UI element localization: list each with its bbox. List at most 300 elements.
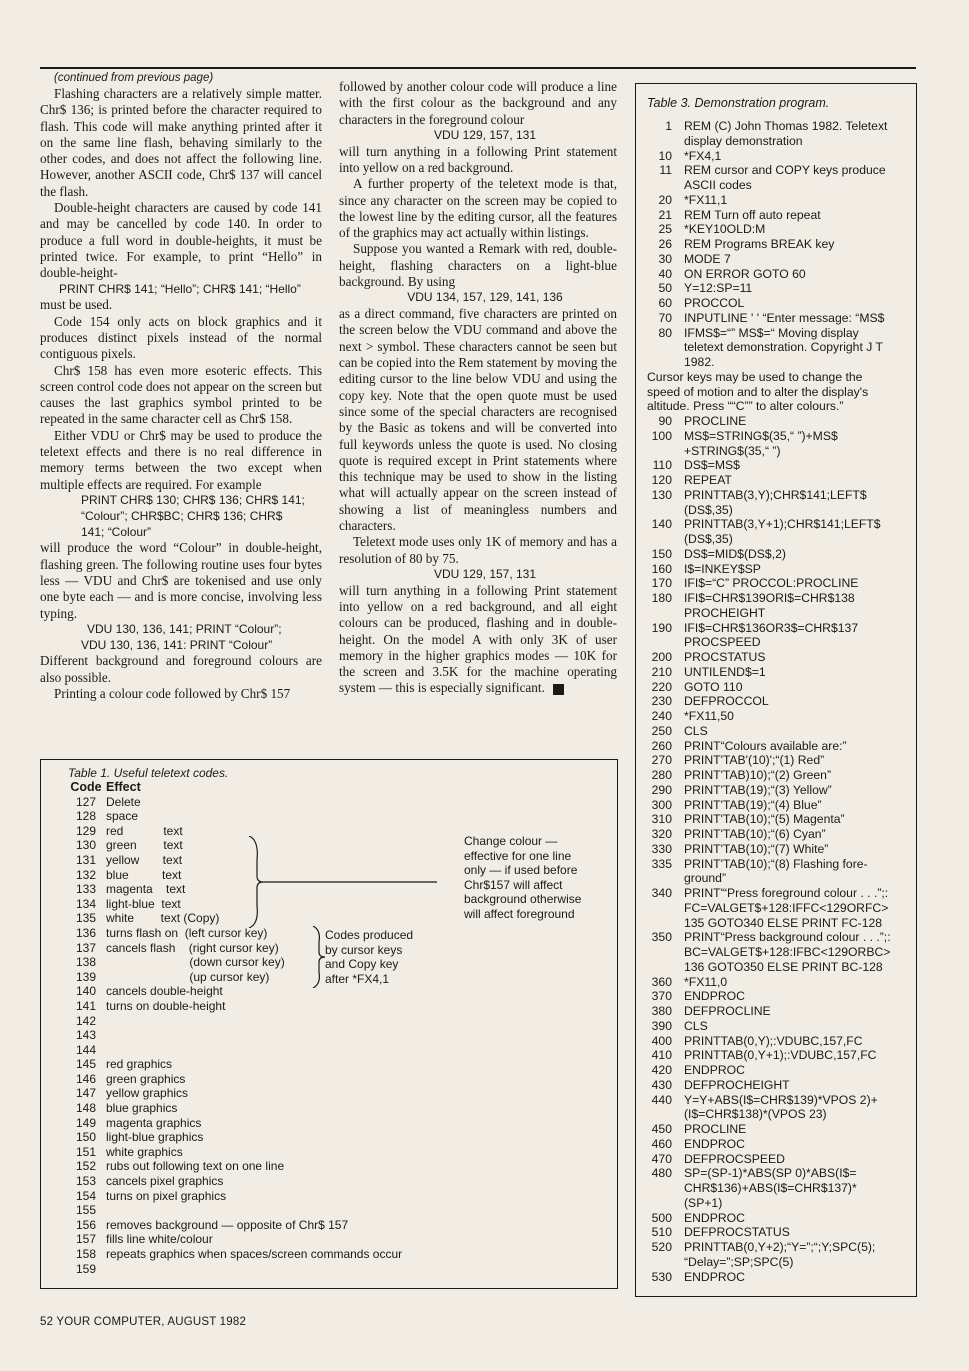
code-text: +STRING$(35,“ ”): [684, 443, 781, 458]
code-cell: 134: [75, 896, 97, 911]
code-text: PRINT'TAB(10);“(8) Flashing fore-: [684, 856, 868, 871]
line-number: 480: [651, 1166, 672, 1181]
table-1-header: [66, 780, 402, 795]
line-number: 280: [651, 768, 672, 782]
line-number: 510: [651, 1225, 672, 1240]
line-code: [684, 1152, 910, 1167]
listing-line: [647, 768, 910, 783]
code-cell: 142: [75, 1013, 97, 1028]
code-text: DEFPROCSPEED: [684, 1151, 785, 1166]
line-number: 20: [658, 192, 672, 207]
line-number: 330: [651, 841, 672, 856]
listing-line: [647, 1137, 910, 1152]
line-number: 440: [651, 1092, 672, 1107]
line-code: [684, 488, 910, 518]
line-code: [684, 1063, 910, 1078]
code-text: ENDPROC: [684, 1269, 745, 1284]
line-code: [684, 739, 910, 754]
line-number: 160: [651, 561, 672, 576]
listing-line: [647, 739, 910, 754]
paragraph: [339, 583, 617, 697]
code-line: VDU 129, 157, 131: [433, 566, 537, 581]
listing-line: [647, 193, 910, 208]
line-number: 230: [651, 694, 672, 709]
effect-cell: yellow text: [106, 852, 183, 867]
line-number: 150: [651, 546, 672, 561]
effect-cell: cancels pixel graphics: [106, 1174, 224, 1189]
line-code: [684, 886, 910, 930]
line-code: [684, 768, 910, 783]
listing-line: [647, 989, 910, 1004]
line-code: [684, 1211, 910, 1226]
note-line: will affect foreground: [464, 906, 575, 921]
line-number: 270: [651, 753, 672, 768]
line-number: 190: [651, 620, 672, 635]
line-code: [684, 208, 910, 223]
paragraph: Flashing characters are a relatively simple matter. Chr$ 136; is printed before the character required to flash. This code will make anything printed after it on the same line flash, behaving similarly to the other codes, and does not affect the following line. However, another ASCII code, Chr$ 137 will cancel the flash.: [40, 86, 322, 199]
code-text: PRINT'TAB(19);“(3) Yellow”: [684, 782, 832, 797]
line-number: 310: [651, 812, 672, 827]
note-line: Chr$157 will affect: [464, 877, 563, 892]
brace-colour-group: [241, 836, 441, 928]
code-text: PROCLINE: [684, 414, 747, 428]
line-code: [684, 517, 910, 547]
effect-cell: magenta graphics: [106, 1115, 202, 1130]
line-code: [684, 1093, 910, 1123]
paragraph: must be used.: [40, 297, 113, 313]
listing-line: [647, 886, 910, 930]
listing-line: [647, 975, 910, 990]
code-cell: 150: [75, 1130, 97, 1145]
listing-line: [647, 281, 910, 296]
code-cell: 151: [75, 1144, 97, 1159]
code-text: PRINT“Colours available are:”: [684, 738, 847, 753]
code-cell: 137: [75, 940, 97, 955]
code-text: CHR$136)+ABS(I$=CHR$137)*: [684, 1181, 857, 1195]
line-number: 1: [665, 119, 672, 133]
effect-cell: red graphics: [106, 1057, 173, 1072]
line-code: [684, 812, 910, 827]
listing-line: [647, 458, 910, 473]
listing-line: [647, 326, 910, 370]
line-number: 50: [658, 281, 672, 296]
line-code: [684, 621, 910, 651]
line-number: 420: [651, 1063, 672, 1077]
listing-line: [647, 1034, 910, 1049]
effect-cell: magenta text: [106, 882, 186, 897]
line-number: 340: [651, 886, 672, 900]
line-number: 450: [651, 1122, 672, 1136]
code-text: PRINTTAB(0,Y);:VDUBC,157,FC: [684, 1033, 863, 1048]
code-text: PRINT'“Press foreground colour . . .”;:: [684, 886, 889, 900]
code-cell: 141: [75, 998, 97, 1013]
code-cell: 154: [75, 1188, 97, 1203]
listing-line: [647, 429, 910, 459]
code-text: (DS$,35): [684, 502, 733, 517]
listing-line: [647, 414, 910, 429]
table-row: [66, 809, 402, 824]
note-cursor-codes: [325, 928, 413, 986]
line-code: [684, 562, 910, 577]
table-row: [66, 1028, 402, 1043]
effect-cell: blue text: [106, 867, 182, 882]
code-text: (I$=CHR$138)*(VPOS 23): [684, 1107, 827, 1122]
code-cell: 145: [75, 1057, 97, 1072]
code-cell: 135: [75, 911, 97, 926]
line-number: 290: [651, 782, 672, 797]
code-text: REM cursor and COPY keys produce: [684, 163, 886, 178]
line-number: 220: [651, 679, 672, 694]
line-code: [684, 665, 910, 680]
paragraph: will produce the word “Colour” in double-height, flashing green. The following routine uses four bytes less — VDU and Chr$ are tokenised and use only one byte each — and is more concise, involving less typing.: [40, 540, 322, 621]
paragraph: Teletext mode uses only 1K of memory and has a resolution of 80 by 75.: [339, 534, 617, 566]
code-cell: 146: [75, 1071, 97, 1086]
effect-cell: Delete: [106, 794, 141, 809]
listing-line: [647, 222, 910, 237]
code-text: PRINT'TAB(10);“(5) Magenta”: [684, 812, 845, 827]
effect-cell: (down cursor key): [106, 955, 285, 970]
code-cell: 139: [75, 969, 97, 984]
effect-cell: turns on pixel graphics: [106, 1188, 227, 1203]
code-text: REM Programs BREAK key: [684, 237, 835, 251]
line-number: 320: [651, 827, 672, 841]
line-code: [684, 1078, 910, 1093]
line-code: [684, 930, 910, 974]
code-text: ground”: [684, 871, 727, 886]
code-text: SP=(SP-1)*ABS(SP 0)*ABS(I$=: [684, 1166, 857, 1181]
code-line: VDU 130, 136, 141: PRINT “Colour”: [81, 637, 273, 652]
line-code: [684, 473, 910, 488]
note-line: by cursor keys: [325, 942, 403, 957]
code-text: (DS$,35): [684, 532, 733, 546]
effect-cell: light-blue graphics: [106, 1130, 204, 1145]
listing-line: [647, 1019, 910, 1034]
line-number: 100: [651, 428, 672, 443]
line-code: [684, 709, 910, 724]
table-row: [66, 1174, 402, 1189]
code-text: 135 GOTO340 ELSE PRINT FC-128: [684, 915, 883, 930]
code-cell: 149: [75, 1115, 97, 1130]
code-text: DEFPROCSTATUS: [684, 1225, 790, 1240]
line-number: 460: [651, 1136, 672, 1151]
effect-cell: rubs out following text on one line: [106, 1159, 285, 1174]
line-code: [684, 1004, 910, 1019]
continued-note: (continued from previous page): [54, 72, 214, 84]
code-line: VDU 134, 157, 129, 141, 136: [407, 290, 563, 305]
line-number: 170: [651, 576, 672, 591]
article-column-1: [40, 71, 322, 702]
code-cell: 143: [75, 1028, 97, 1043]
code-text: ON ERROR GOTO 60: [684, 266, 806, 281]
code-text: MS$=STRING$(35,“ ”)+MS$: [684, 428, 838, 443]
table-row: [66, 1159, 402, 1174]
line-number: 21: [658, 207, 672, 222]
code-text: GOTO 110: [684, 679, 743, 694]
code-text: PRINT“Press background colour . . .”;:: [684, 930, 891, 945]
code-text: PRINTTAB(3,Y+1);CHR$141;LEFT$: [684, 517, 881, 532]
line-code: [684, 149, 910, 164]
table-3-box: [635, 83, 917, 1297]
effect-cell: turns on double-height: [106, 998, 226, 1013]
note-colour-change: [464, 834, 581, 922]
line-code: [684, 1019, 910, 1034]
paragraph: Chr$ 158 has even more esoteric effects. This screen control code does not appear on the screen but causes the last graphics symbol printed to be repeated in the same character cell as Chr$ 158.: [40, 362, 322, 427]
listing-text: altitude. Press ““C”” to alter colours.”: [647, 399, 844, 414]
note-line: Change colour —: [464, 834, 558, 848]
line-code: [684, 267, 910, 282]
listing-line: [647, 149, 910, 164]
code-text: PROCLINE: [684, 1122, 747, 1136]
note-line: background otherwise: [464, 892, 582, 907]
line-number: 370: [651, 989, 672, 1004]
code-text: PRINTTAB(3,Y);CHR$141;LEFT$: [684, 487, 867, 502]
listing-line: [647, 1225, 910, 1240]
line-number: 380: [651, 1004, 672, 1018]
table-row: [66, 1247, 402, 1262]
code-cell: 159: [75, 1261, 97, 1276]
listing-line: [647, 1270, 910, 1285]
code-text: *FX11,0: [684, 974, 728, 989]
note-line: Codes produced: [325, 928, 414, 942]
table-row: [66, 1043, 402, 1058]
program-listing: [647, 119, 910, 1284]
listing-line: [647, 1078, 910, 1093]
code-text: PRINT'TAB(10);“(7) White”: [684, 841, 829, 856]
line-number: 240: [651, 709, 672, 723]
line-code: [684, 1270, 910, 1285]
line-code: [684, 1034, 910, 1049]
line-number: 180: [651, 591, 672, 605]
line-code: [684, 222, 910, 237]
listing-line: [647, 163, 910, 193]
listing-line: [647, 753, 910, 768]
table-row: [66, 1232, 402, 1247]
code-text: PROCSPEED: [684, 635, 761, 650]
listing-line: [647, 621, 910, 651]
code-text: ENDPROC: [684, 1210, 745, 1225]
code-text: 1982.: [684, 355, 715, 369]
listing-line: [647, 1211, 910, 1226]
listing-line: [647, 709, 910, 724]
listing-line: [647, 665, 910, 680]
table-row: [66, 1189, 402, 1204]
line-number: 530: [651, 1269, 672, 1284]
code-cell: 156: [75, 1217, 97, 1232]
listing-line: [647, 842, 910, 857]
effect-cell: cancels flash (right cursor key): [106, 940, 279, 955]
line-code: [684, 798, 910, 813]
code-cell: 157: [75, 1232, 97, 1247]
paragraph: Printing a colour code followed by Chr$ 157: [54, 685, 291, 701]
paragraph: Double-height characters are caused by code 141 and may be cancelled by code 140. In order to produce a full word in double-heights, it must be printed twice. For example, to print “Hello” in double-height-: [40, 200, 322, 281]
code-text: REPEAT: [684, 473, 732, 487]
paragraph: Different background and foreground colours are also possible.: [40, 653, 322, 685]
line-number: 40: [658, 266, 672, 281]
line-number: 25: [658, 222, 672, 237]
listing-line: [647, 576, 910, 591]
code-text: IFI$=“C” PROCCOL:PROCLINE: [684, 576, 859, 591]
note-line: and Copy key: [325, 957, 399, 972]
listing-note: [647, 370, 910, 414]
code-text: DS$=MID$(DS$,2): [684, 546, 786, 561]
code-line: “Colour”; CHR$BC; CHR$ 136; CHR$: [81, 508, 283, 523]
code-text: *FX11,50: [684, 709, 734, 723]
table-row: [66, 1218, 402, 1233]
code-text: CLS: [684, 1018, 708, 1033]
line-code: [684, 163, 910, 193]
line-number: 260: [651, 738, 672, 753]
code-text: FC=VALGET$+128:IFFC<129ORFC>: [684, 900, 889, 915]
code-text: PROCSTATUS: [684, 650, 766, 664]
line-number: 410: [651, 1048, 672, 1063]
line-code: [684, 252, 910, 267]
line-number: 70: [658, 310, 672, 325]
line-number: 90: [658, 414, 672, 428]
line-code: [684, 975, 910, 990]
line-number: 130: [651, 487, 672, 502]
code-text: DEFPROCCOL: [684, 694, 769, 709]
line-code: [684, 193, 910, 208]
effect-cell: repeats graphics when spaces/screen commands occur: [106, 1247, 403, 1261]
table-row: [66, 1203, 402, 1218]
line-code: [684, 281, 910, 296]
line-code: [684, 680, 910, 695]
code-text: REM Turn off auto repeat: [684, 207, 821, 222]
line-code: [684, 414, 910, 429]
table-row: [66, 1116, 402, 1131]
code-cell: 144: [75, 1042, 97, 1057]
code-text: *KEY10OLD:M: [684, 222, 766, 237]
listing-line: [647, 208, 910, 223]
line-code: [684, 1225, 910, 1240]
table-row: [66, 1057, 402, 1072]
line-code: [684, 429, 910, 459]
note-line: effective for one line: [464, 848, 572, 863]
table-1-box: [40, 759, 618, 1289]
listing-line: [647, 473, 910, 488]
listing-line: [647, 1048, 910, 1063]
listing-line: [647, 296, 910, 311]
listing-line: [647, 488, 910, 518]
code-text: Y=Y+ABS(I$=CHR$139)*VPOS 2)+: [684, 1092, 878, 1107]
line-code: [684, 591, 910, 621]
code-text: BC=VALGET$+128:IFBC<129ORBC>: [684, 945, 891, 959]
effect-cell: light-blue text: [106, 896, 181, 911]
effect-cell: fills line white/colour: [106, 1232, 213, 1247]
line-code: [684, 989, 910, 1004]
line-number: 200: [651, 650, 672, 664]
line-number: 30: [658, 251, 672, 266]
code-text: IFI$=CHR$136OR3$=CHR$137: [684, 620, 859, 635]
listing-line: [647, 798, 910, 813]
table-row: [66, 1130, 402, 1145]
code-text: PRINTTAB(0,Y+1);:VDUBC,157,FC: [684, 1048, 877, 1063]
code-text: “Delay=”;SP;SPC(5): [684, 1254, 794, 1269]
listing-text: speed of motion and to alter the display's: [647, 384, 869, 399]
code-line: PRINT CHR$ 141; “Hello”; CHR$ 141; “Hello”: [59, 281, 301, 296]
top-rule: [40, 67, 916, 69]
code-cell: 127: [75, 794, 97, 809]
effect-cell: yellow graphics: [106, 1086, 189, 1101]
code-cell: 130: [75, 838, 97, 853]
line-number: 60: [658, 296, 672, 310]
listing-line: [647, 517, 910, 547]
header-code: Code: [70, 780, 102, 794]
listing-line: [647, 812, 910, 827]
paragraph: A further property of the teletext mode is that, since any character on the screen may be copied to the lowest line by the editing cursor, all the features of the graphics may act actually within listings.: [339, 176, 617, 241]
code-cell: 129: [75, 823, 97, 838]
note-line: only — if used before: [464, 863, 578, 878]
listing-line: [647, 694, 910, 709]
listing-text: Cursor keys may be used to change the: [647, 369, 863, 384]
code-text: PRINT'TAB'(10)';“(1) Red”: [684, 753, 825, 768]
line-code: [684, 326, 910, 370]
table-row: [66, 999, 402, 1014]
line-code: [684, 694, 910, 709]
code-line: VDU 129, 157, 131: [433, 127, 537, 142]
paragraph: Suppose you wanted a Remark with red, double-height, flashing characters on a light-blue background. By using: [339, 241, 617, 290]
listing-line: [647, 827, 910, 842]
code-cell: 158: [75, 1247, 97, 1261]
listing-line: [647, 930, 910, 974]
effect-cell: green text: [106, 838, 183, 853]
code-text: display demonstration: [684, 133, 803, 148]
code-text: PRINT'TAB(19);“(4) Blue”: [684, 797, 822, 812]
line-code: [684, 119, 910, 149]
line-code: [684, 1137, 910, 1152]
listing-line: [647, 119, 910, 149]
table-row: [66, 1101, 402, 1116]
line-number: 140: [651, 517, 672, 532]
listing-line: [647, 1004, 910, 1019]
table-row: [66, 1086, 402, 1101]
line-number: 300: [651, 797, 672, 812]
code-cell: 133: [75, 882, 97, 897]
line-number: 11: [659, 163, 672, 178]
code-text: PROCCOL: [684, 296, 745, 310]
line-number: 350: [651, 930, 672, 945]
code-cell: 155: [75, 1203, 97, 1218]
code-text: *FX4,1: [684, 148, 722, 163]
code-text: *FX11,1: [684, 192, 728, 207]
paragraph-text: will turn anything in a following Print statement into yellow on a red background, and all eight colours can be produced, flashing and in double-height. On the model A with only 3K of user memory in the higher graphics modes — 10K for the screen and 3.5K for the machine operating system — this is especially significant.: [339, 582, 617, 696]
line-code: [684, 842, 910, 857]
line-code: [684, 753, 910, 768]
listing-line: [647, 252, 910, 267]
line-code: [684, 237, 910, 252]
line-code: [684, 296, 910, 311]
line-number: 500: [651, 1210, 672, 1225]
effect-cell: (up cursor key): [106, 969, 270, 984]
line-number: 250: [651, 723, 672, 738]
code-text: PRINT'TAB(10);“(6) Cyan”: [684, 827, 826, 841]
code-cell: 152: [75, 1159, 97, 1174]
line-number: 120: [651, 473, 672, 487]
line-number: 430: [651, 1077, 672, 1092]
code-text: IFMS$=“” MS$=“ Moving display: [684, 325, 859, 340]
paragraph: will turn anything in a following Print statement into yellow on a red background.: [339, 143, 617, 175]
listing-line: [647, 680, 910, 695]
line-code: [684, 547, 910, 562]
effect-cell: blue graphics: [106, 1101, 178, 1116]
code-text: UNTILEND$=1: [684, 664, 766, 679]
line-number: 210: [651, 664, 672, 679]
listing-line: [647, 1166, 910, 1210]
table-row: [66, 1145, 402, 1160]
effect-cell: cancels double-height: [106, 984, 223, 999]
line-number: 360: [651, 974, 672, 989]
code-cell: 128: [75, 809, 97, 824]
